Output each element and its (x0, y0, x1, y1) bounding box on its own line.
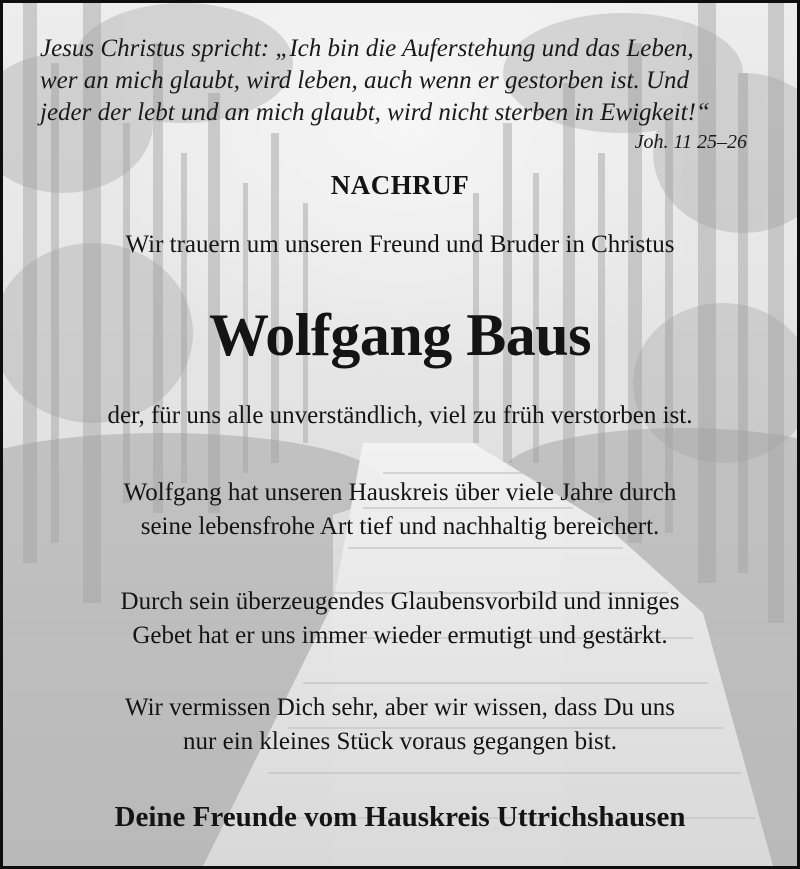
verse-reference: Joh. 11 25–26 (634, 131, 747, 153)
paragraph-hauskreis (3, 476, 797, 544)
verse-line: Jesus Christus spricht: „Ich bin die Auferstehung und das Leben, (40, 35, 694, 62)
paragraph-farewell (3, 691, 797, 759)
passing-statement: der, für uns alle unverständlich, viel zu früh verstorben ist. (107, 402, 693, 429)
notice-content (3, 3, 797, 866)
paragraph-line: Gebet hat er uns immer wieder ermutigt und gestärkt. (132, 622, 668, 649)
paragraph-line: Wir vermissen Dich sehr, aber wir wissen, dass Du uns (125, 694, 675, 721)
notice-heading: NACHRUF (330, 170, 470, 200)
bible-verse (40, 33, 710, 129)
paragraph-line: Durch sein überzeugendes Glaubensvorbild und inniges (120, 588, 680, 615)
verse-line: jeder der lebt und an mich glaubt, wird nicht sterben in Ewigkeit!“ (40, 99, 710, 126)
paragraph-faith (3, 585, 797, 653)
deceased-name: Wolfgang Baus (209, 302, 591, 368)
intro-line: Wir trauern um unseren Freund und Bruder in Christus (125, 231, 675, 258)
verse-line: wer an mich glaubt, wird leben, auch wenn er gestorben ist. Und (40, 67, 690, 94)
paragraph-line: nur ein kleines Stück voraus gegangen bist. (183, 728, 617, 755)
paragraph-line: seine lebensfrohe Art tief und nachhaltig bereichert. (140, 513, 660, 540)
signature: Deine Freunde vom Hauskreis Uttrichshausen (114, 801, 686, 833)
paragraph-line: Wolfgang hat unseren Hauskreis über viele Jahre durch (123, 479, 677, 506)
